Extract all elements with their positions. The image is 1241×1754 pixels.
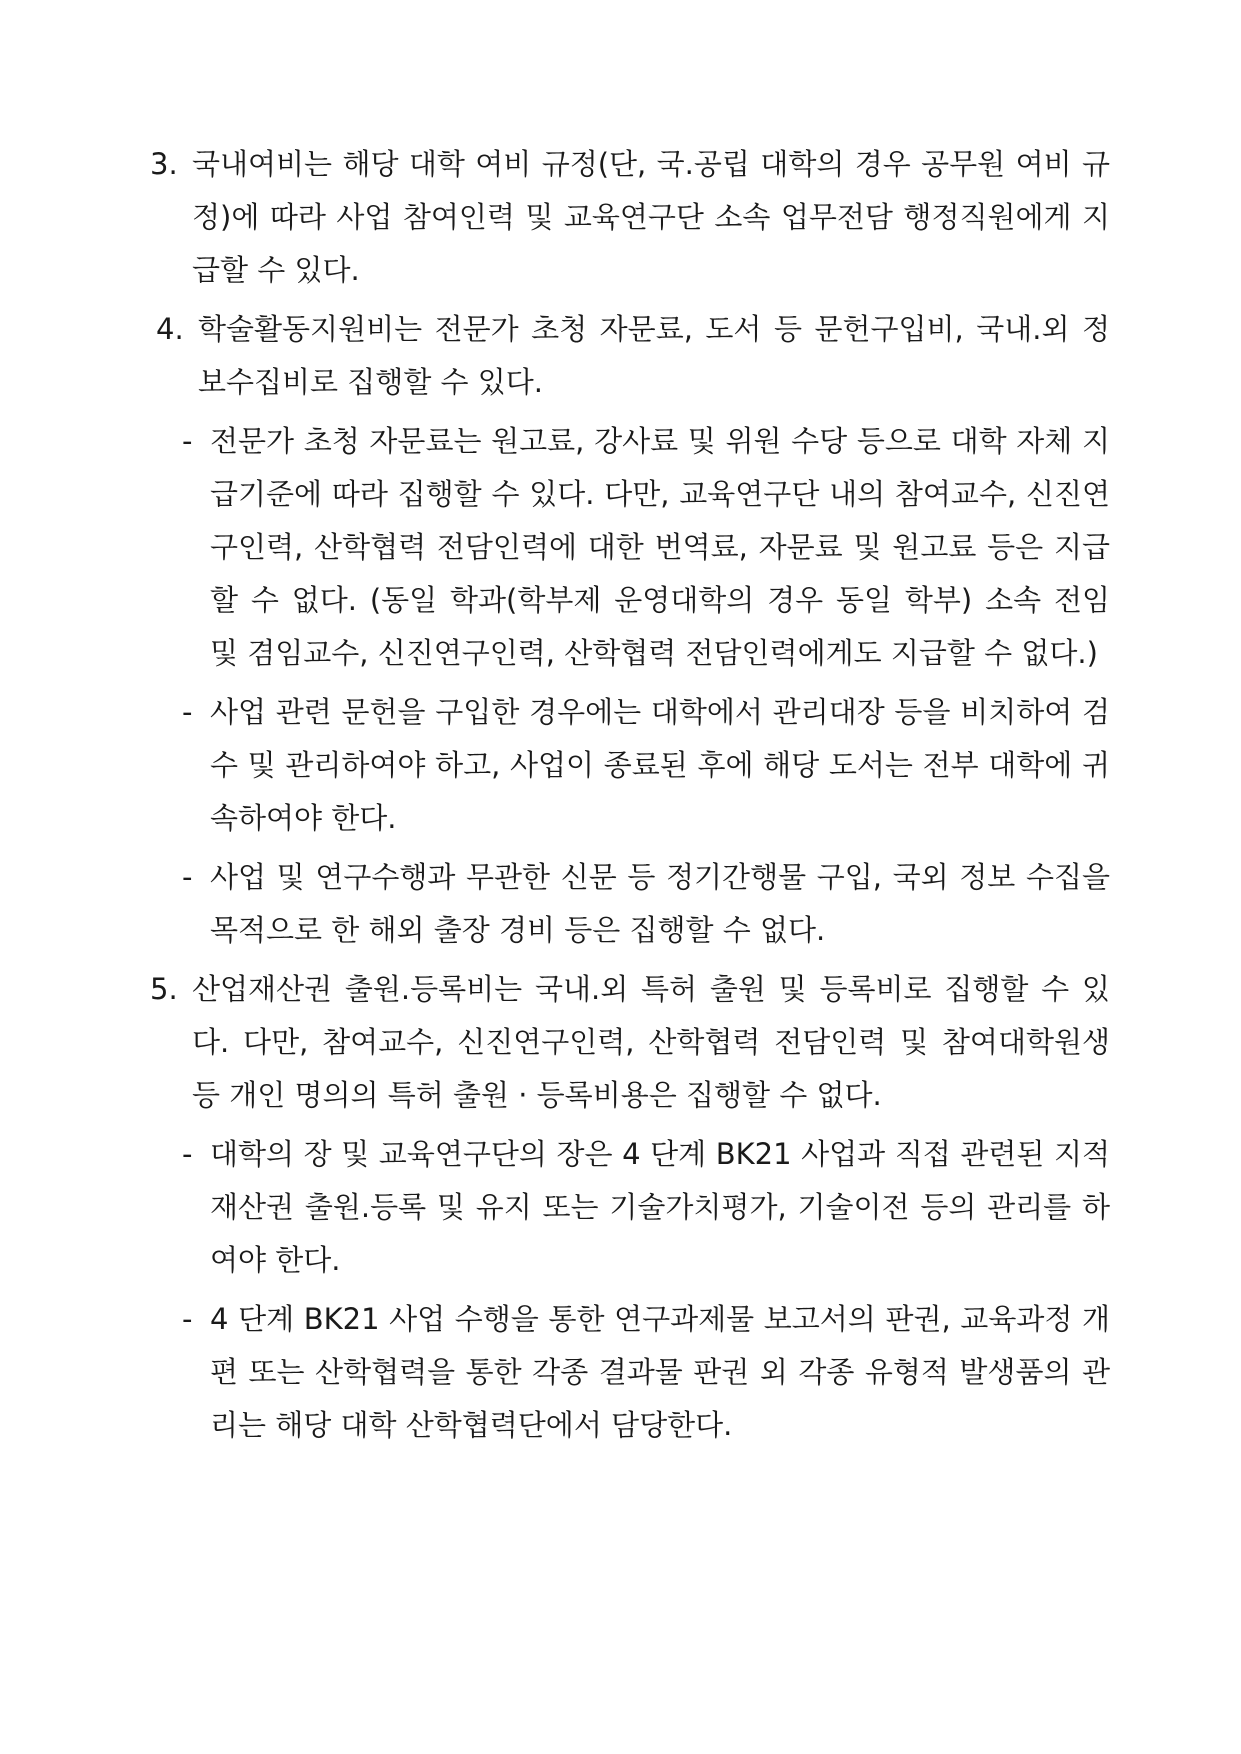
sub-clause-text: 4 단계 BK21 사업 수행을 통한 연구과제물 보고서의 판권, 교육과정 개편 또는 산학협력을 통한 각종 결과물 판권 외 각종 유형적 발생품의 관리는 해당 대학 산학협력단에서 담당한다. bbox=[210, 1302, 1110, 1442]
sub-clause-text: 사업 및 연구수행과 무관한 신문 등 정기간행물 구입, 국외 정보 수집을 목적으로 한 해외 출장 경비 등은 집행할 수 없다. bbox=[210, 860, 1110, 947]
clause-number: 3. bbox=[150, 147, 178, 181]
bullet-dash: - bbox=[182, 424, 193, 458]
clause-number: 4. bbox=[156, 312, 184, 346]
sub-clause-4-2 bbox=[150, 686, 1110, 845]
sub-clause-text: 전문가 초청 자문료는 원고료, 강사료 및 위원 수당 등으로 대학 자체 지급기준에 따라 집행할 수 있다. 다만, 교육연구단 내의 참여교수, 신진연구인력, 산학협력 전담인력에 대한 번역료, 자문료 및 원고료 등은 지급할 수 없다. (동일 학과(학부제 운영대학의 경우 동일 학부) 소속 전임 및 겸임교수, 신진연구인력, 산학협력 전담인력에게도 지급할 수 없다.) bbox=[210, 424, 1110, 670]
sub-clause-text: 대학의 장 및 교육연구단의 장은 4 단계 BK21 사업과 직접 관련된 지적재산권 출원.등록 및 유지 또는 기술가치평가, 기술이전 등의 관리를 하여야 한다. bbox=[210, 1137, 1110, 1277]
clause-number: 5. bbox=[150, 972, 178, 1006]
clause-3 bbox=[150, 138, 1110, 297]
clause-text: 학술활동지원비는 전문가 초청 자문료, 도서 등 문헌구입비, 국내.외 정보수집비로 집행할 수 있다. bbox=[198, 312, 1110, 399]
bullet-dash: - bbox=[182, 695, 193, 729]
clause-5 bbox=[150, 963, 1110, 1122]
clause-text: 국내여비는 해당 대학 여비 규정(단, 국.공립 대학의 경우 공무원 여비 규정)에 따라 사업 참여인력 및 교육연구단 소속 업무전담 행정직원에게 지급할 수 있다. bbox=[192, 147, 1110, 287]
sub-clause-4-3 bbox=[150, 851, 1110, 957]
bullet-dash: - bbox=[182, 1137, 193, 1171]
clause-4 bbox=[150, 303, 1110, 409]
bullet-dash: - bbox=[182, 1302, 193, 1336]
bullet-dash: - bbox=[182, 860, 193, 894]
sub-clause-4-1 bbox=[150, 415, 1110, 680]
document-page bbox=[150, 138, 1110, 1452]
sub-clause-5-1 bbox=[150, 1128, 1110, 1287]
sub-clause-5-2 bbox=[150, 1293, 1110, 1452]
sub-clause-text: 사업 관련 문헌을 구입한 경우에는 대학에서 관리대장 등을 비치하여 검수 및 관리하여야 하고, 사업이 종료된 후에 해당 도서는 전부 대학에 귀속하여야 한다. bbox=[210, 695, 1110, 835]
clause-text: 산업재산권 출원.등록비는 국내.외 특허 출원 및 등록비로 집행할 수 있다. 다만, 참여교수, 신진연구인력, 산학협력 전담인력 및 참여대학원생 등 개인 명의의 특허 출원 · 등록비용은 집행할 수 없다. bbox=[192, 972, 1110, 1112]
